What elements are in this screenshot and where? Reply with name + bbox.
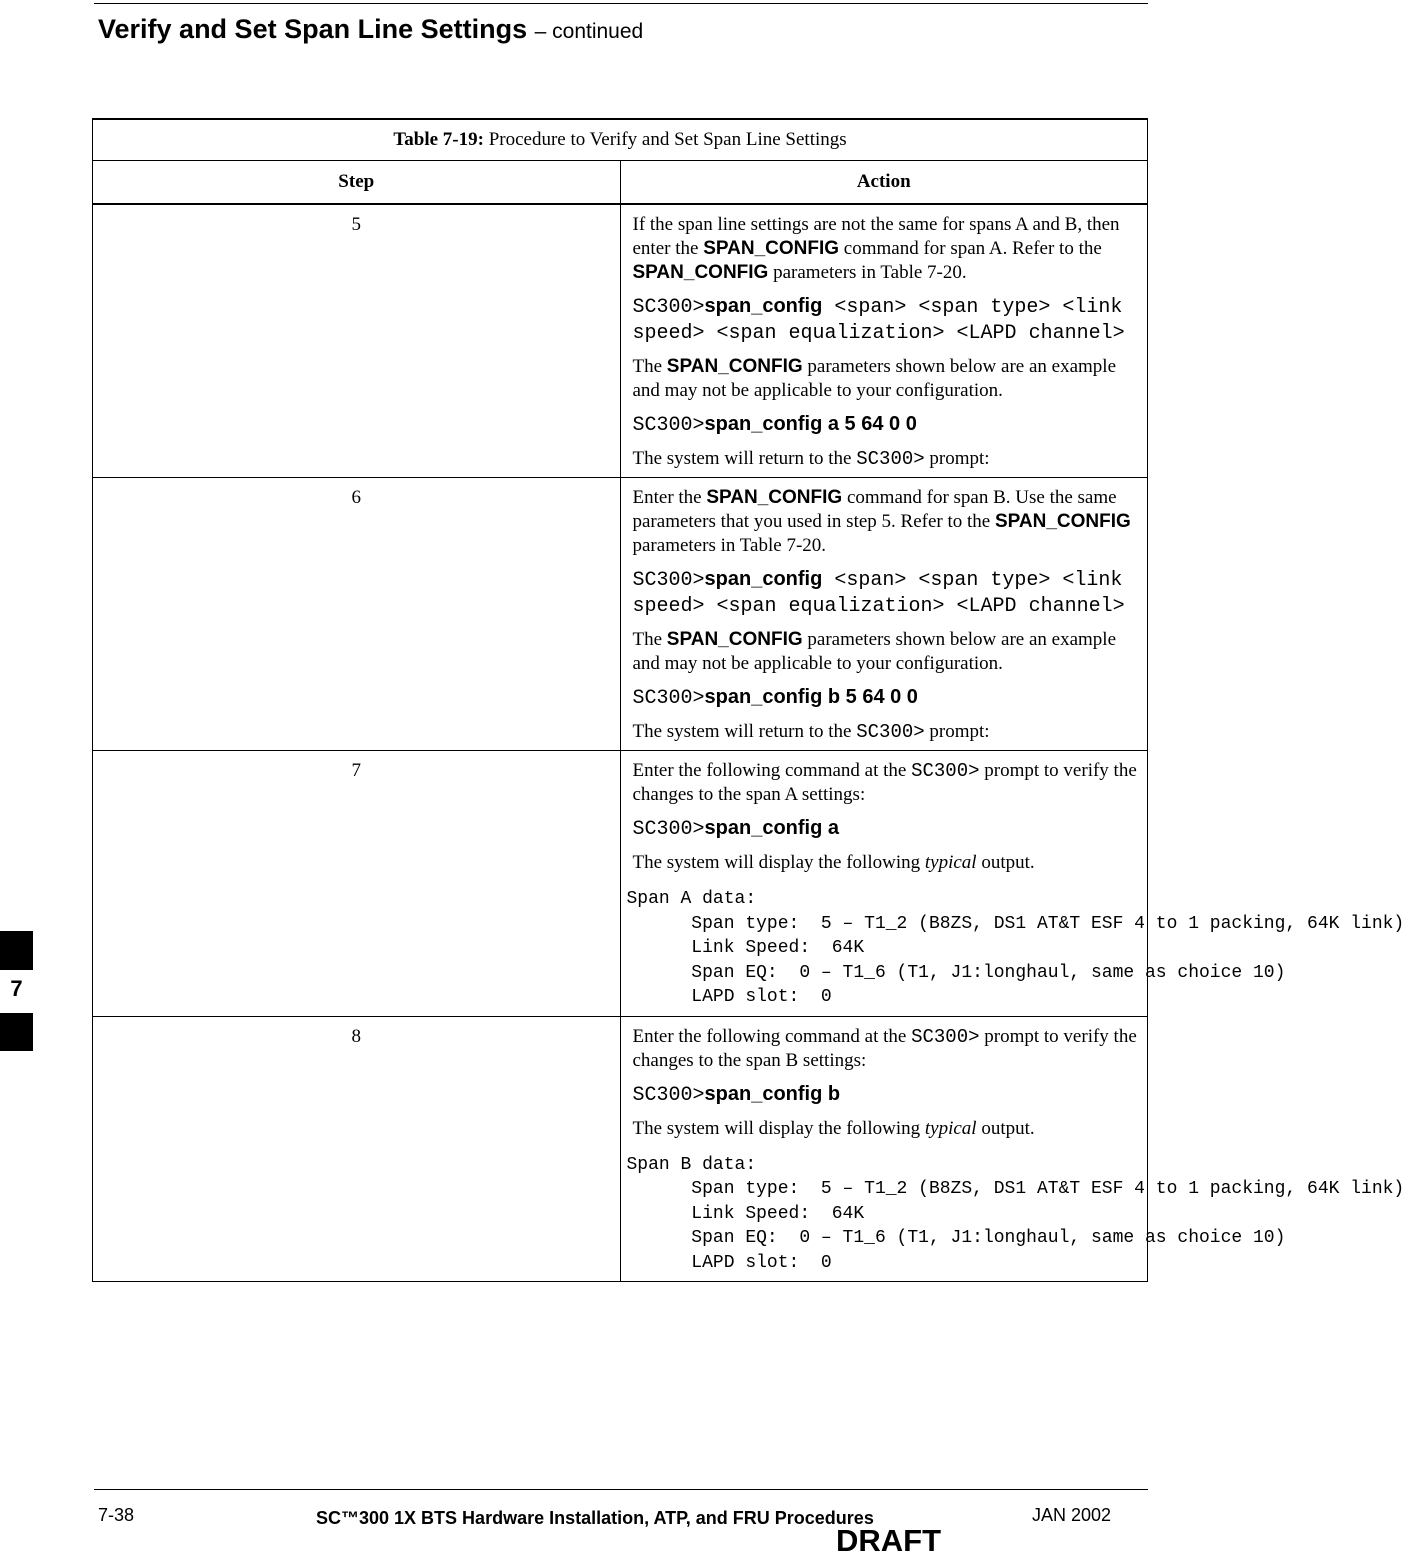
step-action (620, 1016, 1404, 1282)
chapter-tab-number: 7 (10, 976, 23, 1001)
action-text: Enter the following command at the SC300> prompt to verify the changes to the span A settings: (632, 760, 1137, 805)
action-text: If the span line settings are not the same for spans A and B, then enter the SPAN_CONFIG command for span A. Refer to the SPAN_CONFIG parameters in Table 7-20. (632, 214, 1120, 283)
chapter-tab-marker-bottom (0, 1013, 33, 1051)
page-number: 7-38 (98, 1505, 135, 1525)
command-output: Span B data: Span type: 5 – T1_2 (B8ZS, DS1 AT&T ESF 4 to 1 packing, 64K link) Link Speed: 64K Span EQ: 0 – T1_6 (T1, J1:longhaul, same as choice 10) LAPD slot: 0 (626, 1154, 1404, 1273)
command-example: SC300>span_config b (632, 1082, 841, 1107)
page-title-continued: – continued (534, 20, 644, 43)
step-action (620, 751, 1404, 1017)
page-header (98, 14, 643, 45)
action-text: Enter the following command at the SC300> prompt to verify the changes to the span B settings: (632, 1025, 1137, 1071)
command-syntax: SC300>span_config <span> <span type> <link speed> <span equalization> <LAPD channel> (632, 568, 1125, 618)
command-output: Span A data: Span type: 5 – T1_2 (B8ZS, DS1 AT&T ESF 4 to 1 packing, 64K link) Link Speed: 64K Span EQ: 0 – T1_6 (T1, J1:longhaul, same as choice 10) LAPD slot: 0 (626, 889, 1404, 1007)
page-title: Verify and Set Span Line Settings (98, 14, 528, 44)
footer-rule (94, 1489, 1148, 1490)
step-action (620, 478, 1148, 751)
action-text: The SPAN_CONFIG parameters shown below are an example and may not be applicable to your configuration. (632, 629, 1117, 674)
column-header-action: Action (620, 161, 1148, 205)
command-example: SC300>span_config a (632, 817, 839, 841)
action-text: The system will return to the SC300> prompt: (632, 721, 990, 743)
step-number: 6 (93, 478, 621, 751)
step-number: 7 (93, 751, 621, 1017)
command-example: SC300>span_config a 5 64 0 0 (632, 413, 917, 437)
action-text: The system will return to the SC300> prompt: (632, 448, 990, 470)
command-syntax: SC300>span_config <span> <span type> <link speed> <span equalization> <LAPD channel> (632, 295, 1125, 345)
column-header-step: Step (93, 161, 621, 205)
table-caption: Table 7-19: Procedure to Verify and Set Span Line Settings (93, 119, 1148, 161)
action-text: The system will display the following typical output. (632, 852, 1035, 873)
draft-stamp: DRAFT (836, 1523, 942, 1558)
command-example: SC300>span_config b 5 64 0 0 (632, 686, 918, 710)
step-number: 5 (93, 204, 621, 478)
procedure-table (92, 118, 1404, 1282)
table-row (93, 1016, 1148, 1282)
document-date: JAN 2002 (1032, 1505, 1112, 1525)
header-rule (94, 3, 1148, 4)
step-number: 8 (93, 1016, 621, 1282)
chapter-tab-marker-top (0, 931, 33, 970)
step-action (620, 204, 1148, 478)
table-row (93, 478, 1148, 751)
action-text: The SPAN_CONFIG parameters shown below are an example and may not be applicable to your configuration. (632, 356, 1117, 401)
action-text: Enter the SPAN_CONFIG command for span B. Use the same parameters that you used in step 5. Refer to the SPAN_CONFIG parameters in Table 7-20. (632, 487, 1131, 556)
document-title: SC™300 1X BTS Hardware Installation, ATP, and FRU Procedures (316, 1508, 874, 1528)
action-text: The system will display the following typical output. (632, 1117, 1035, 1139)
table-row (93, 204, 1148, 478)
table-row (93, 751, 1148, 1017)
